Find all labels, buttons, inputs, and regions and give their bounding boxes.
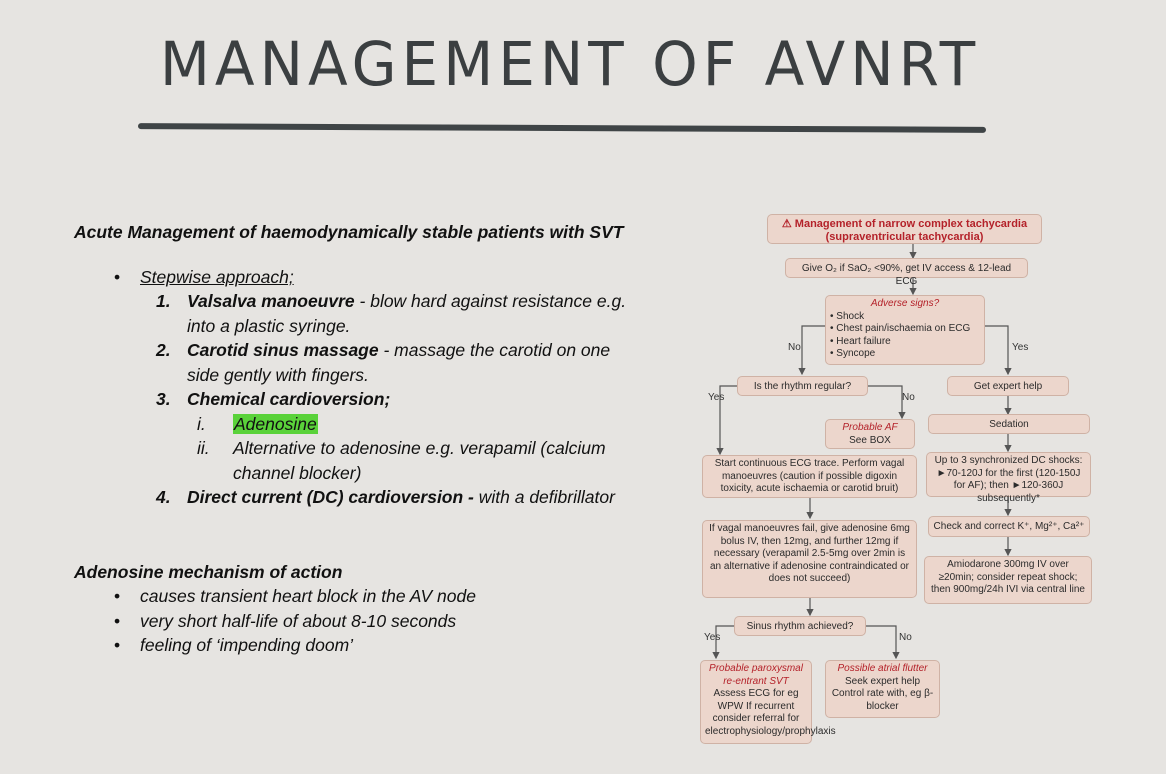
sub-item	[74, 436, 634, 485]
probable-af-sub: See BOX	[849, 434, 891, 446]
bullet-icon: •	[114, 610, 121, 631]
sub-number: ii.	[197, 438, 210, 458]
steps-list	[74, 289, 634, 510]
mechanism-text: very short half-life of about 8-10 seconds	[140, 610, 457, 631]
probable-af-box	[825, 419, 915, 449]
vagal-fail-box: If vagal manoeuvres fail, give adenosine 6mg bolus IV, then 12mg, and further 12mg if necessary (verapamil 2.5-5mg over 2min is an alternative if adenosine contraindicated or does not succeed)	[702, 520, 917, 598]
mechanism-text: causes transient heart block in the AV node	[140, 586, 476, 606]
step-number: 2.	[156, 340, 171, 360]
stepwise-bullet	[74, 265, 634, 290]
yes-label: Yes	[1012, 342, 1029, 353]
atrial-flutter-title: Possible atrial flutter	[837, 663, 928, 674]
adverse-signs-box	[825, 295, 985, 365]
step-number: 3.	[156, 389, 171, 409]
step-number: 1.	[156, 291, 171, 311]
adenosine-mechanism-heading: Adenosine mechanism of action	[74, 561, 343, 582]
flowchart	[690, 200, 1110, 760]
step-title: Direct current (DC) cardioversion -	[187, 487, 474, 507]
mechanism-bullet	[74, 633, 634, 658]
adenosine-highlight: Adenosine	[234, 413, 317, 434]
no-label: No	[902, 392, 915, 403]
step-item	[74, 387, 634, 412]
adverse-sign-item: • Shock	[830, 310, 865, 322]
sub-text: Alternative to adenosine e.g. verapamil (calcium channel blocker)	[233, 438, 606, 483]
bullet-icon: •	[114, 586, 121, 606]
amiodarone-box: Amiodarone 300mg IV over ≥20min; consider repeat shock; then 900mg/24h IVI via central line	[924, 556, 1092, 604]
step-number: 4.	[156, 487, 171, 507]
step-text: - massage the carotid on one side gently with fingers.	[187, 340, 611, 385]
step-item	[74, 485, 634, 510]
dc-shocks-box: Up to 3 synchronized DC shocks: ►70-120J for the first (120-150J for AF); then ►120-360J subsequently*	[926, 452, 1091, 497]
adverse-sign-item: • Heart failure	[830, 335, 891, 347]
probable-af-title: Probable AF	[842, 422, 898, 433]
page-title: MANAGEMENT OF AVNRT	[159, 28, 981, 100]
step-title: Carotid sinus massage	[187, 340, 379, 360]
atrial-flutter-box	[825, 660, 940, 718]
start-ecg-box: Start continuous ECG trace. Perform vagal manoeuvres (caution if possible digoxin toxicity, acute ischaemia or carotid bruit)	[702, 455, 917, 498]
paroxysmal-svt-box	[700, 660, 836, 744]
sub-item	[74, 412, 634, 437]
mechanism-text: feeling of ‘impending doom’	[140, 635, 354, 655]
step-text: - blow hard against resistance e.g. into a plastic syringe.	[187, 291, 627, 336]
sinus-rhythm-box: Sinus rhythm achieved?	[734, 616, 866, 636]
bullet-icon: •	[114, 266, 121, 287]
step-title: Chemical cardioversion;	[187, 389, 391, 409]
acute-management-heading: Acute Management of haemodynamically stable patients with SVT	[74, 222, 624, 242]
flowchart-title-line2: (supraventricular tachycardia)	[825, 231, 984, 243]
mechanism-bullet	[74, 609, 634, 634]
yes-label: Yes	[708, 392, 725, 403]
flowchart-title	[767, 214, 1042, 244]
mechanism-bullet	[74, 584, 634, 609]
no-label: No	[788, 342, 801, 353]
step-item	[74, 289, 634, 338]
paroxysmal-svt-text: Assess ECG for eg WPW If recurrent consider referral for electrophysiology/prophylaxis	[705, 688, 836, 737]
yes-label: Yes	[704, 632, 721, 643]
stepwise-label: Stepwise approach;	[140, 266, 294, 287]
rhythm-regular-box: Is the rhythm regular?	[737, 376, 868, 396]
give-o2-box: Give O₂ if SaO₂ <90%, get IV access & 12-lead ECG	[785, 258, 1028, 278]
no-label: No	[899, 632, 912, 643]
adverse-sign-item: • Syncope	[830, 348, 876, 359]
notes-section	[74, 220, 634, 658]
adverse-sign-item: • Chest pain/ischaemia on ECG	[830, 323, 971, 334]
adverse-signs-title: Adverse signs?	[870, 298, 940, 309]
paroxysmal-svt-title: Probable paroxysmal re-entrant SVT	[709, 663, 803, 687]
check-correct-box: Check and correct K⁺, Mg²⁺, Ca²⁺	[928, 516, 1090, 537]
expert-help-box: Get expert help	[947, 376, 1069, 396]
title-underline	[138, 123, 986, 133]
sub-number: i.	[197, 413, 206, 434]
flowchart-title-line1: ⚠ Management of narrow complex tachycardia	[781, 218, 1028, 230]
bullet-icon: •	[114, 635, 121, 655]
step-text: with a defibrillator	[473, 487, 615, 507]
step-title: Valsalva manoeuvre	[187, 291, 355, 311]
atrial-flutter-text: Seek expert help Control rate with, eg β-blocker	[831, 675, 934, 712]
step-item	[74, 338, 634, 387]
sedation-box: Sedation	[928, 414, 1090, 434]
